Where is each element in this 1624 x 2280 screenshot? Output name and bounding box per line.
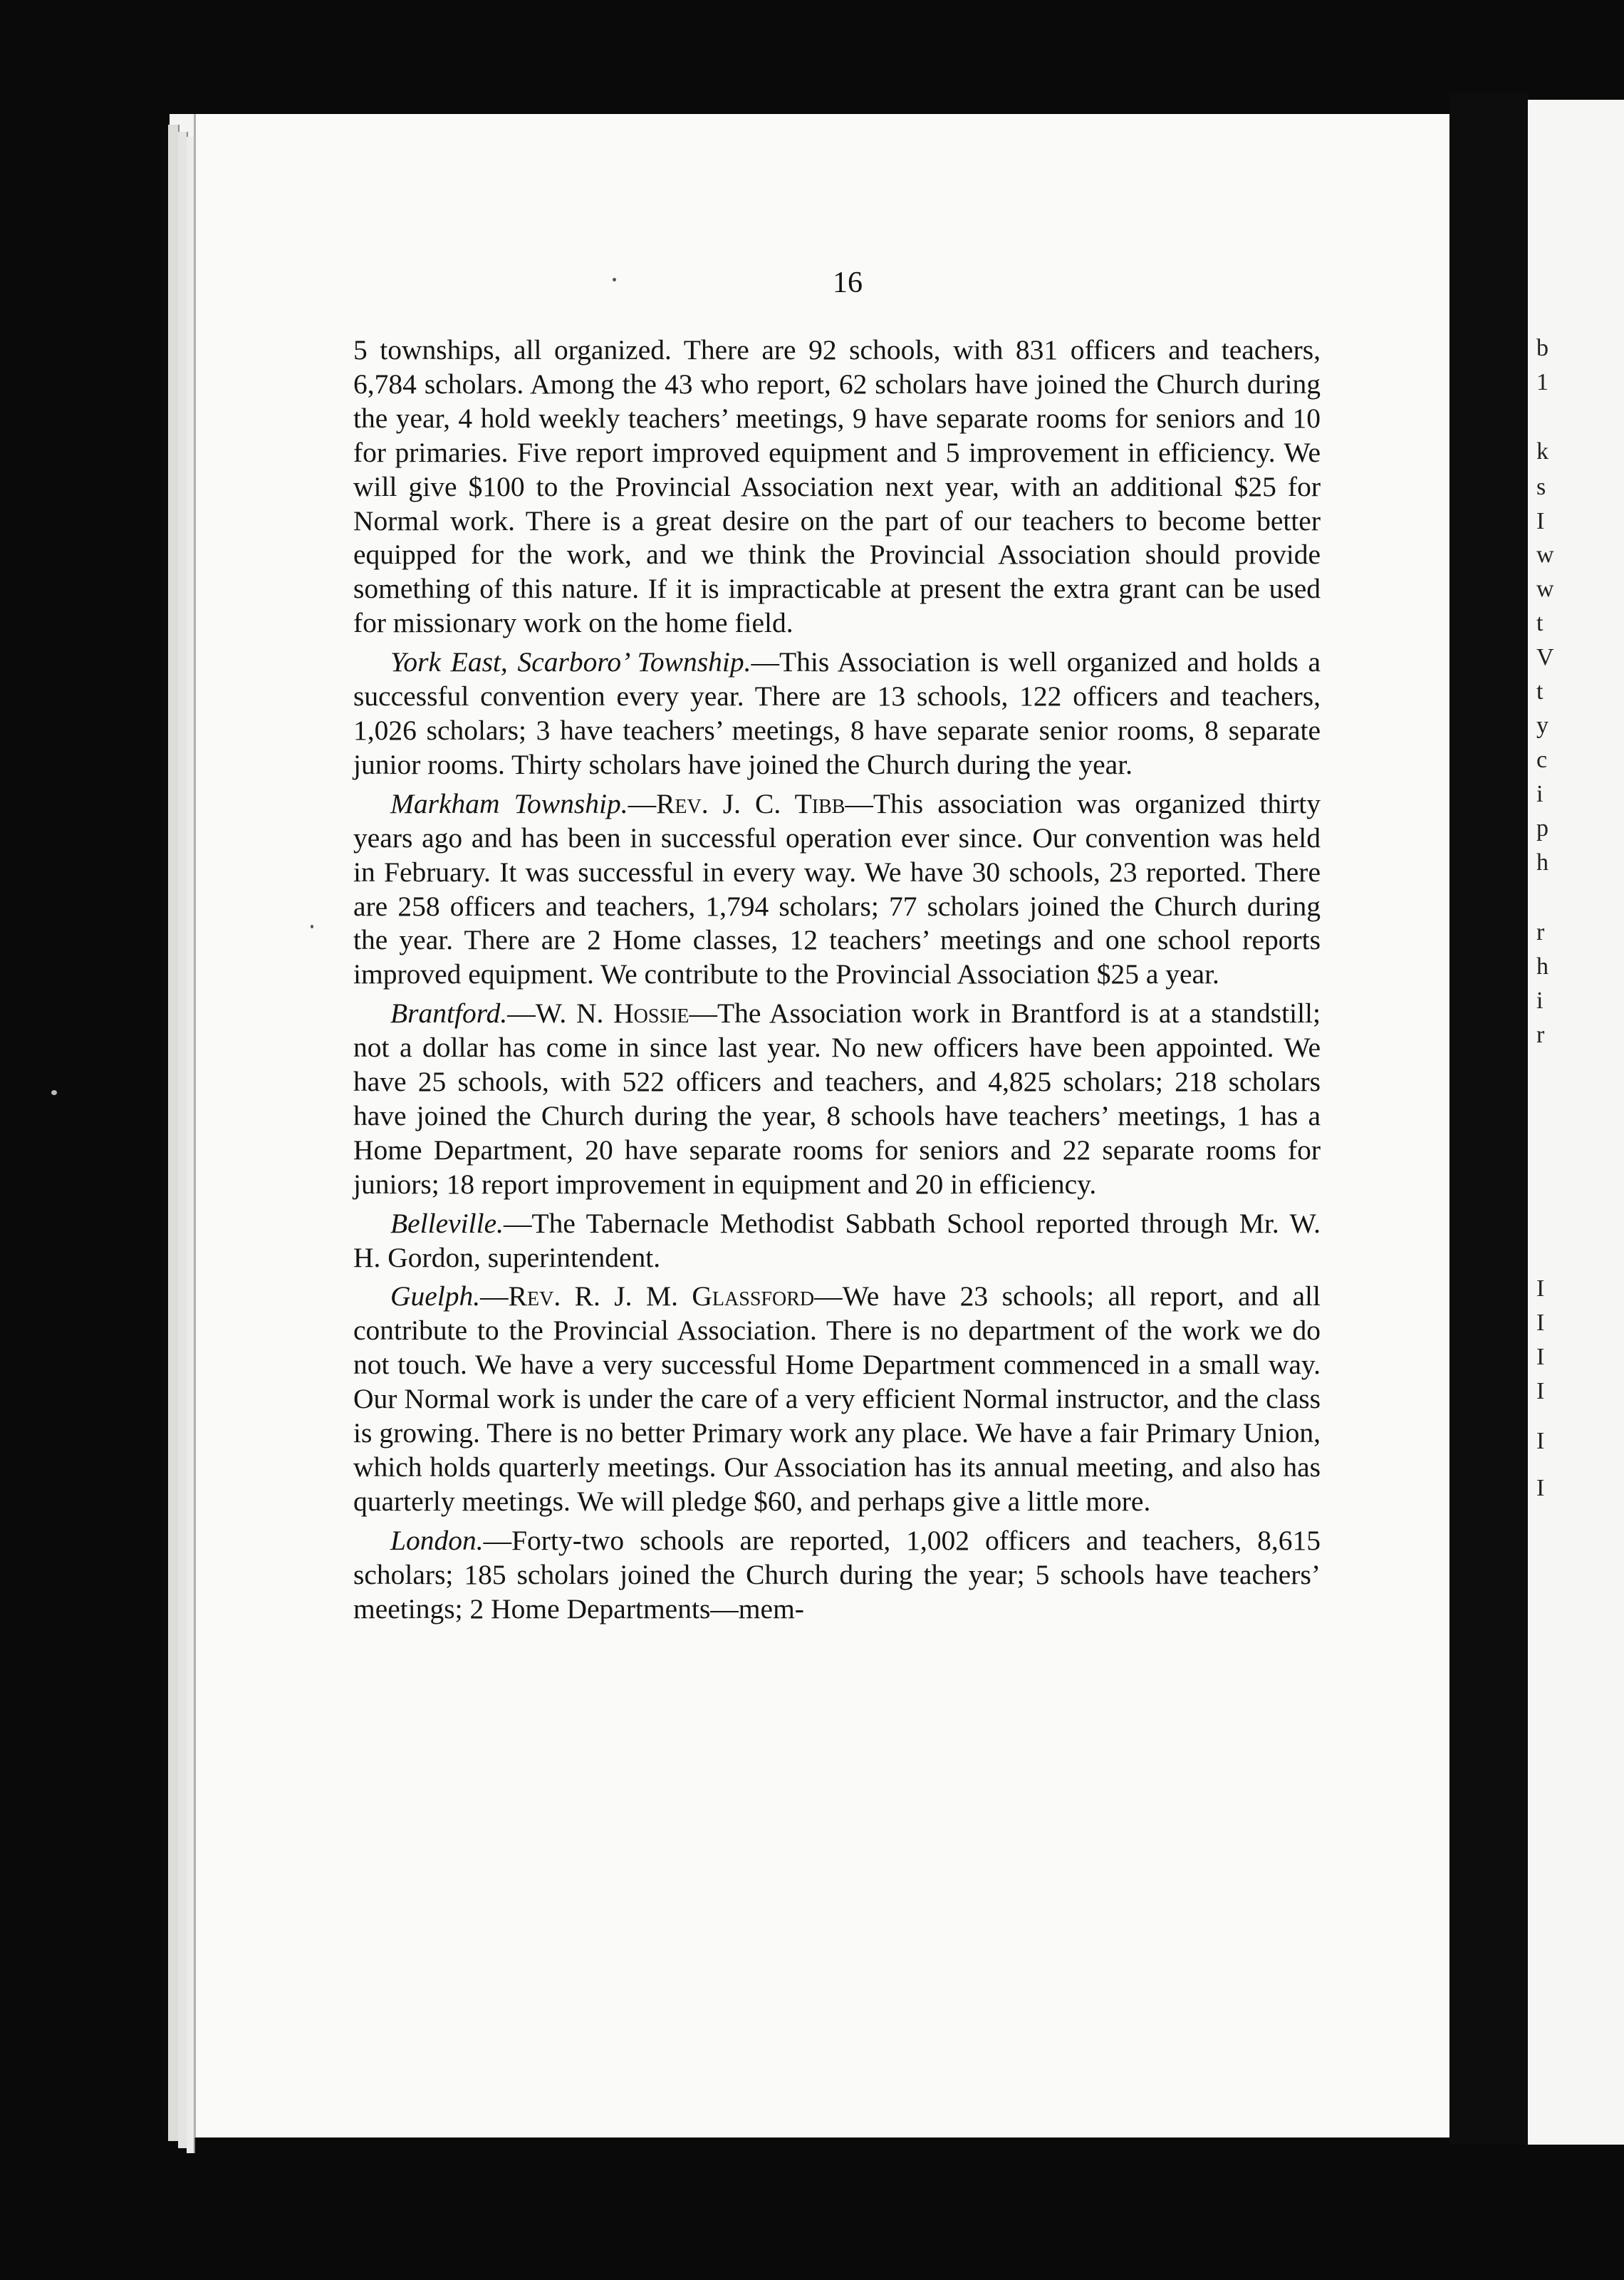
paragraph xyxy=(353,333,1321,641)
next-page-fragment: I xyxy=(1536,1275,1545,1302)
place-heading: Belleville. xyxy=(390,1207,504,1239)
next-page-fragment: p xyxy=(1536,815,1548,841)
scan-background-top xyxy=(0,0,1624,114)
next-page-fragment: i xyxy=(1536,781,1544,807)
next-page-fragment: b xyxy=(1536,335,1548,361)
place-heading: London. xyxy=(390,1524,484,1556)
paragraph xyxy=(353,1207,1321,1275)
next-page-fragment: w xyxy=(1536,576,1554,602)
next-page-fragment: I xyxy=(1536,508,1545,534)
paragraph-body: —Forty-two schools are reported, 1,002 officers and teachers, 8,615 scholars; 185 scholars joined the Church during the year; 5 schools have teachers’ meetings; 2 Home Departments—mem- xyxy=(353,1524,1321,1624)
place-heading: Markham Township. xyxy=(390,787,628,819)
place-heading: Brantford. xyxy=(390,998,508,1030)
paragraph xyxy=(353,1524,1321,1627)
paragraph xyxy=(353,997,1321,1201)
next-page-fragment: I xyxy=(1536,1428,1545,1454)
paragraph-body: —This association was organized thirty years ago and has been in successful operation ever since. Our convention was held in February. It was successful in every way. We have 30 schools, 23 reported. There are 258 officers and teachers, 1,794 scholars; 77 scholars joined the Church during the year. There are 2 Home classes, 12 teachers’ meetings and one school reports improved equipment. We contribute to the Provincial Association $25 a year. xyxy=(353,787,1321,990)
paragraph-body: —The Tabernacle Methodist Sabbath School reported through Mr. W. H. Gordon, superintendent. xyxy=(353,1207,1321,1273)
next-page-fragment: I xyxy=(1536,1378,1545,1404)
next-page-fragment: w xyxy=(1536,542,1554,568)
paragraph xyxy=(353,787,1321,992)
next-page-fragment: 1 xyxy=(1536,369,1548,395)
next-page-fragment: s xyxy=(1536,474,1546,500)
book-gutter xyxy=(1449,93,1528,2145)
next-page-fragment: r xyxy=(1536,919,1545,945)
next-page-fragment: c xyxy=(1536,747,1548,773)
paragraph-body: —The Association work in Brantford is at a standstill; not a dollar has come in since last year. No new officers have been appointed. We have 25 schools, with 522 officers and teachers, and 4,825 scholars; 218 scholars have joined the Church during the year, 8 schools have teachers’ meetings, 1 has a Home Department, 20 have separate rooms for seniors and 22 separate rooms for juniors; 18 report improvement in equipment and 20 in efficiency. xyxy=(353,998,1321,1200)
next-page-fragment: I xyxy=(1536,1310,1545,1336)
next-page-fragment: y xyxy=(1536,712,1548,739)
paragraph-body: —We have 23 schools; all report, and all contribute to the Provincial Association. There is no department of the work we do not touch. We have a very successful Home Department commenced in a small way. Our Normal work is under the care of a very efficient Normal instructor, and the class is growing. There is no better Primary work any place. We have a fair Primary Union, which holds quarterly meetings. Our Association has its annual meeting, and also has quarterly meetings. We will pledge $60, and perhaps give a little more. xyxy=(353,1280,1321,1517)
print-speck xyxy=(311,925,313,928)
next-page-fragment: V xyxy=(1536,644,1554,670)
scan-background-bottom xyxy=(0,2138,1624,2280)
next-page-fragment: k xyxy=(1536,438,1548,465)
page-number: 16 xyxy=(833,266,863,299)
next-page-fragment: h xyxy=(1536,849,1548,876)
place-heading: Guelph. xyxy=(390,1280,481,1312)
print-speck xyxy=(51,1090,57,1095)
speaker-name: —W. N. Hossie xyxy=(507,998,689,1030)
paragraph-body: 5 townships, all organized. There are 92 schools, with 831 officers and teachers, 6,784 scholars. Among the 43 who report, 62 scholars have joined the Church during the year, 4 hold weekly teachers’ meetings, 9 have separate rooms for seniors and 10 for primaries. Five report improved equipment and 5 improvement in efficiency. We will give $100 to the Provincial Association next year, with an additional $25 for Normal work. There is a great desire on the part of our teachers to become better equipped for the work, and we think the Provincial Association should provide something of this nature. If it is impracticable at present the extra grant can be used for missionary work on the home field. xyxy=(353,334,1321,639)
print-speck xyxy=(613,278,616,281)
next-page-fragment: I xyxy=(1536,1475,1545,1501)
paragraph-body: —This Association is well organized and holds a successful convention every year. There are 13 schools, 122 officers and teachers, 1,026 scholars; 3 have teachers’ meetings, 8 have separate senior rooms, 8 separate junior rooms. Thirty scholars have joined the Church during the year. xyxy=(353,646,1321,780)
next-page-edge xyxy=(1528,100,1624,2145)
next-page-fragment: i xyxy=(1536,988,1544,1014)
next-page-fragment: t xyxy=(1536,610,1544,636)
speaker-name: —Rev. R. J. M. Glassford xyxy=(480,1280,815,1312)
paragraph xyxy=(353,1280,1321,1518)
next-page-fragment: I xyxy=(1536,1344,1545,1370)
next-page-fragment: h xyxy=(1536,953,1548,980)
scan-background-left xyxy=(0,0,170,2280)
paragraph xyxy=(353,646,1321,782)
next-page-fragment: t xyxy=(1536,678,1544,705)
next-page-fragment: r xyxy=(1536,1022,1545,1048)
body-text xyxy=(353,333,1321,1632)
place-heading: York East, Scarboro’ Township. xyxy=(390,646,751,678)
speaker-name: —Rev. J. C. Tibb xyxy=(628,787,845,819)
